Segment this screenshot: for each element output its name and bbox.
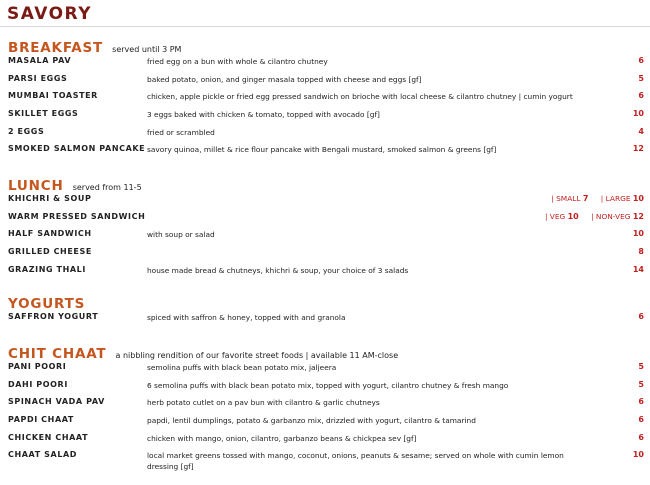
item-description: baked potato, onion, and ginger masala topped with cheese and eggs [gf] [147,74,422,84]
section-lunch [8,175,644,280]
option-price: 10 [632,194,644,203]
variant-options [535,212,644,221]
section-title: CHIT CHAAT [8,346,107,362]
option-price: 7 [582,194,589,203]
item-name: PARSI EGGS [8,73,68,83]
menu-item [8,413,644,431]
item-description: herb potato cutlet on a pav bun with cilantro & garlic chutneys [147,398,380,408]
menu-item [8,360,644,378]
option-label: | LARGE [600,194,631,203]
item-name: GRAZING THALI [8,264,86,274]
section-title: YOGURTS [8,296,86,312]
menu-item [8,395,644,413]
item-description: fried egg on a bun with whole & cilantro chutney [147,57,328,66]
item-description: chicken with mango, onion, cilantro, garbanzo beans & chickpea sev [gf] [147,433,417,443]
item-price: 10 [632,229,644,239]
size-options [541,194,644,203]
section-title: LUNCH [8,178,64,194]
item-price: 6 [638,312,644,321]
section-note: a nibbling rendition of our favorite street foods | available 11 AM-close [115,351,399,360]
item-name: GRILLED CHEESE [8,247,92,257]
section-yogurts [8,293,644,328]
item-name: CHAAT SALAD [8,450,78,460]
item-description: savory quinoa, millet & rice flour pancake with Bengali mustard, smoked salmon & greens [gf] [147,145,497,155]
item-price: 14 [632,264,644,274]
item-name: SKILLET EGGS [8,109,79,119]
option-label: | SMALL [551,194,581,203]
item-name: SAFFRON YOGURT [8,312,99,321]
menu-item [8,89,644,107]
item-price: 4 [638,126,644,136]
item-price: 5 [638,73,644,83]
menu-item [8,227,644,245]
section-header [8,293,644,310]
menu-item [8,107,644,125]
item-name: 2 EGGS [8,126,45,136]
item-name: DAHI POORI [8,379,68,389]
item-description: papdi, lentil dumplings, potato & garbanzo mix, drizzled with yogurt, cilantro & tamarind [147,416,476,426]
section-chit-chaat [8,343,644,472]
option-price: 12 [632,211,644,221]
item-description: with soup or salad [147,230,215,240]
section-title: BREAKFAST [8,40,104,56]
menu-item [8,192,644,210]
item-description: local market greens tossed with mango, coconut, onions, peanuts & sesame; served on whole with cumin lemon dressing [gf] [147,451,564,471]
menu-item [8,378,644,396]
item-description: house made bread & chutneys, khichri & soup, your choice of 3 salads [147,265,409,275]
item-name: WARM PRESSED SANDWICH [8,211,146,221]
item-name: SMOKED SALMON PANCAKE [8,144,146,154]
item-price: 6 [638,415,644,425]
section-header [8,343,644,360]
item-name: SPINACH VADA PAV [8,397,105,407]
menu-item [8,448,644,472]
item-description: fried or scrambled [147,127,215,137]
item-description: semolina puffs with black bean potato mix, jaljeera [147,363,337,372]
item-price: 10 [632,450,644,460]
item-price: 5 [638,379,644,389]
item-name: MASALA PAV [8,56,72,65]
title-divider [0,26,650,27]
item-description: 3 eggs baked with chicken & tomato, topped with avocado [gf] [147,110,380,120]
item-name: PAPDI CHAAT [8,415,74,425]
section-note: served from 11-5 [72,183,142,192]
menu-item [8,245,644,263]
menu-item [8,142,644,160]
item-price: 12 [632,144,644,154]
item-price: 6 [638,432,644,442]
item-price: 6 [638,56,644,65]
page-title: SAVORY [7,4,93,24]
item-description: chicken, apple pickle or fried egg pressed sandwich on brioche with local cheese & cilantro chutney | cumin yogurt [147,92,573,102]
item-description: spiced with saffron & honey, topped with and granola [147,313,346,322]
section-note: served until 3 PM [112,45,182,54]
option-label: | NON-VEG [591,211,631,221]
item-name: CHICKEN CHAAT [8,432,89,442]
section-header [8,37,644,54]
item-price: 6 [638,397,644,407]
item-price: 10 [632,109,644,119]
menu-item [8,210,644,228]
menu-item [8,54,644,72]
option-price: 10 [567,211,579,221]
section-header [8,175,644,192]
item-name: MUMBAI TOASTER [8,91,98,101]
item-description: 6 semolina puffs with black bean potato mix, topped with yogurt, cilantro chutney & fresh mango [147,380,509,390]
menu-item [8,125,644,143]
option-label: | VEG [544,211,566,221]
item-name: PANI POORI [8,362,67,371]
menu-item [8,310,644,328]
item-name: KHICHRI & SOUP [8,194,92,203]
item-price: 6 [638,91,644,101]
item-price: 5 [638,362,644,371]
menu-item [8,72,644,90]
item-name: HALF SANDWICH [8,229,92,239]
item-price: 8 [638,247,644,257]
menu-item [8,431,644,449]
menu-item [8,263,644,281]
section-breakfast [8,37,644,160]
